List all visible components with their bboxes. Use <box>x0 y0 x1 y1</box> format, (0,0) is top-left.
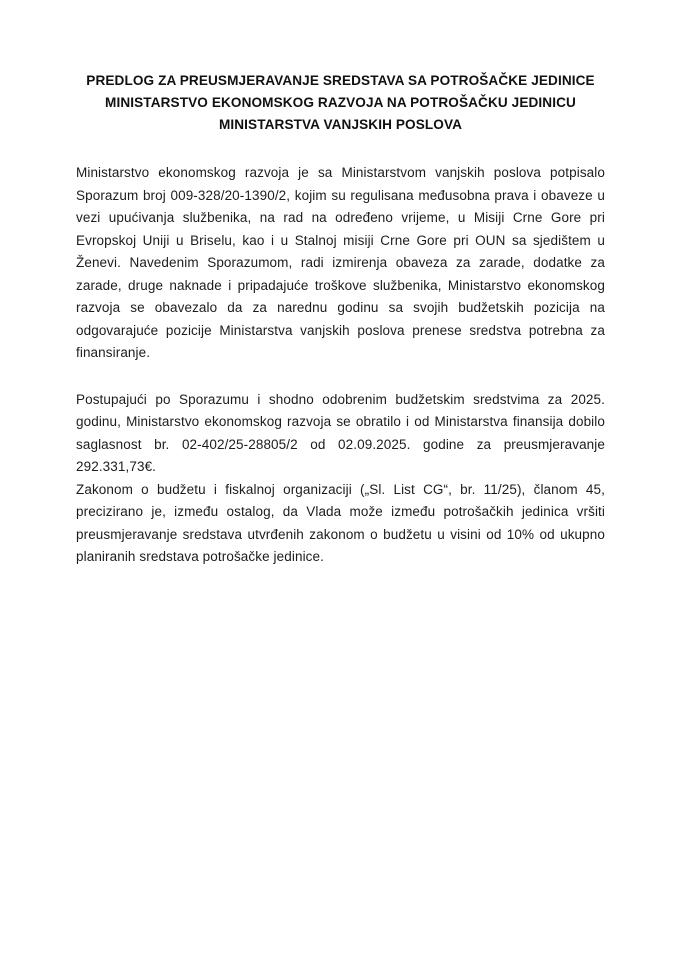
paragraph-law: Zakonom o budžetu i fiskalnoj organizaciji („Sl. List CG“, br. 11/25), članom 45, precizirano je, između ostalog, da Vlada može između potrošačkih jedinica vršiti preusmjeravanje sredstava utvrđenih zakonom o budžetu u visini od 10% od ukupno planiranih sredstava potrošačke jedinice. <box>76 481 605 564</box>
document-title: PREDLOG ZA PREUSMJERAVANJE SREDSTAVA SA POTROŠAČKE JEDINICE MINISTARSTVO EKONOMSKOG RAZVOJA NA POTROŠAČKU JEDINICU MINISTARSTVA VANJSKIH POSLOVA <box>86 73 595 132</box>
paragraph-approval: Postupajući po Sporazumu i shodno odobrenim budžetskim sredstvima za 2025. godinu, Ministarstvo ekonomskog razvoja se obratilo i od Ministarstva finansija dobilo saglasnost br. 02-402/25-28805/2 od 02.09.2025. godine za preusmjeravanje 292.331,73€. <box>76 391 605 474</box>
paragraph-agreement: Ministarstvo ekonomskog razvoja je sa Ministarstvom vanjskih poslova potpisalo Sporazum broj 009-328/20-1390/2, kojim su regulisana međusobna prava i obaveze u vezi upućivanja službenika, na rad na određeno vrijeme, u Misiji Crne Gore pri Evropskoj Uniji u Briselu, kao i u Stalnoj misiji Crne Gore pri OUN sa sjedištem u Ženevi. Navedenim Sporazumom, radi izmirenja obaveza za zarade, dodatke za zarade, druge naknade i pripadajuće troškove službenika, Ministarstvo ekonomskog razvoja se obavezalo da za narednu godinu sa svojih budžetskih pozicija na odgovarajuće pozicije Ministarstva vanjskih poslova prenese sredstva potrebna za finansiranje. <box>76 165 605 360</box>
